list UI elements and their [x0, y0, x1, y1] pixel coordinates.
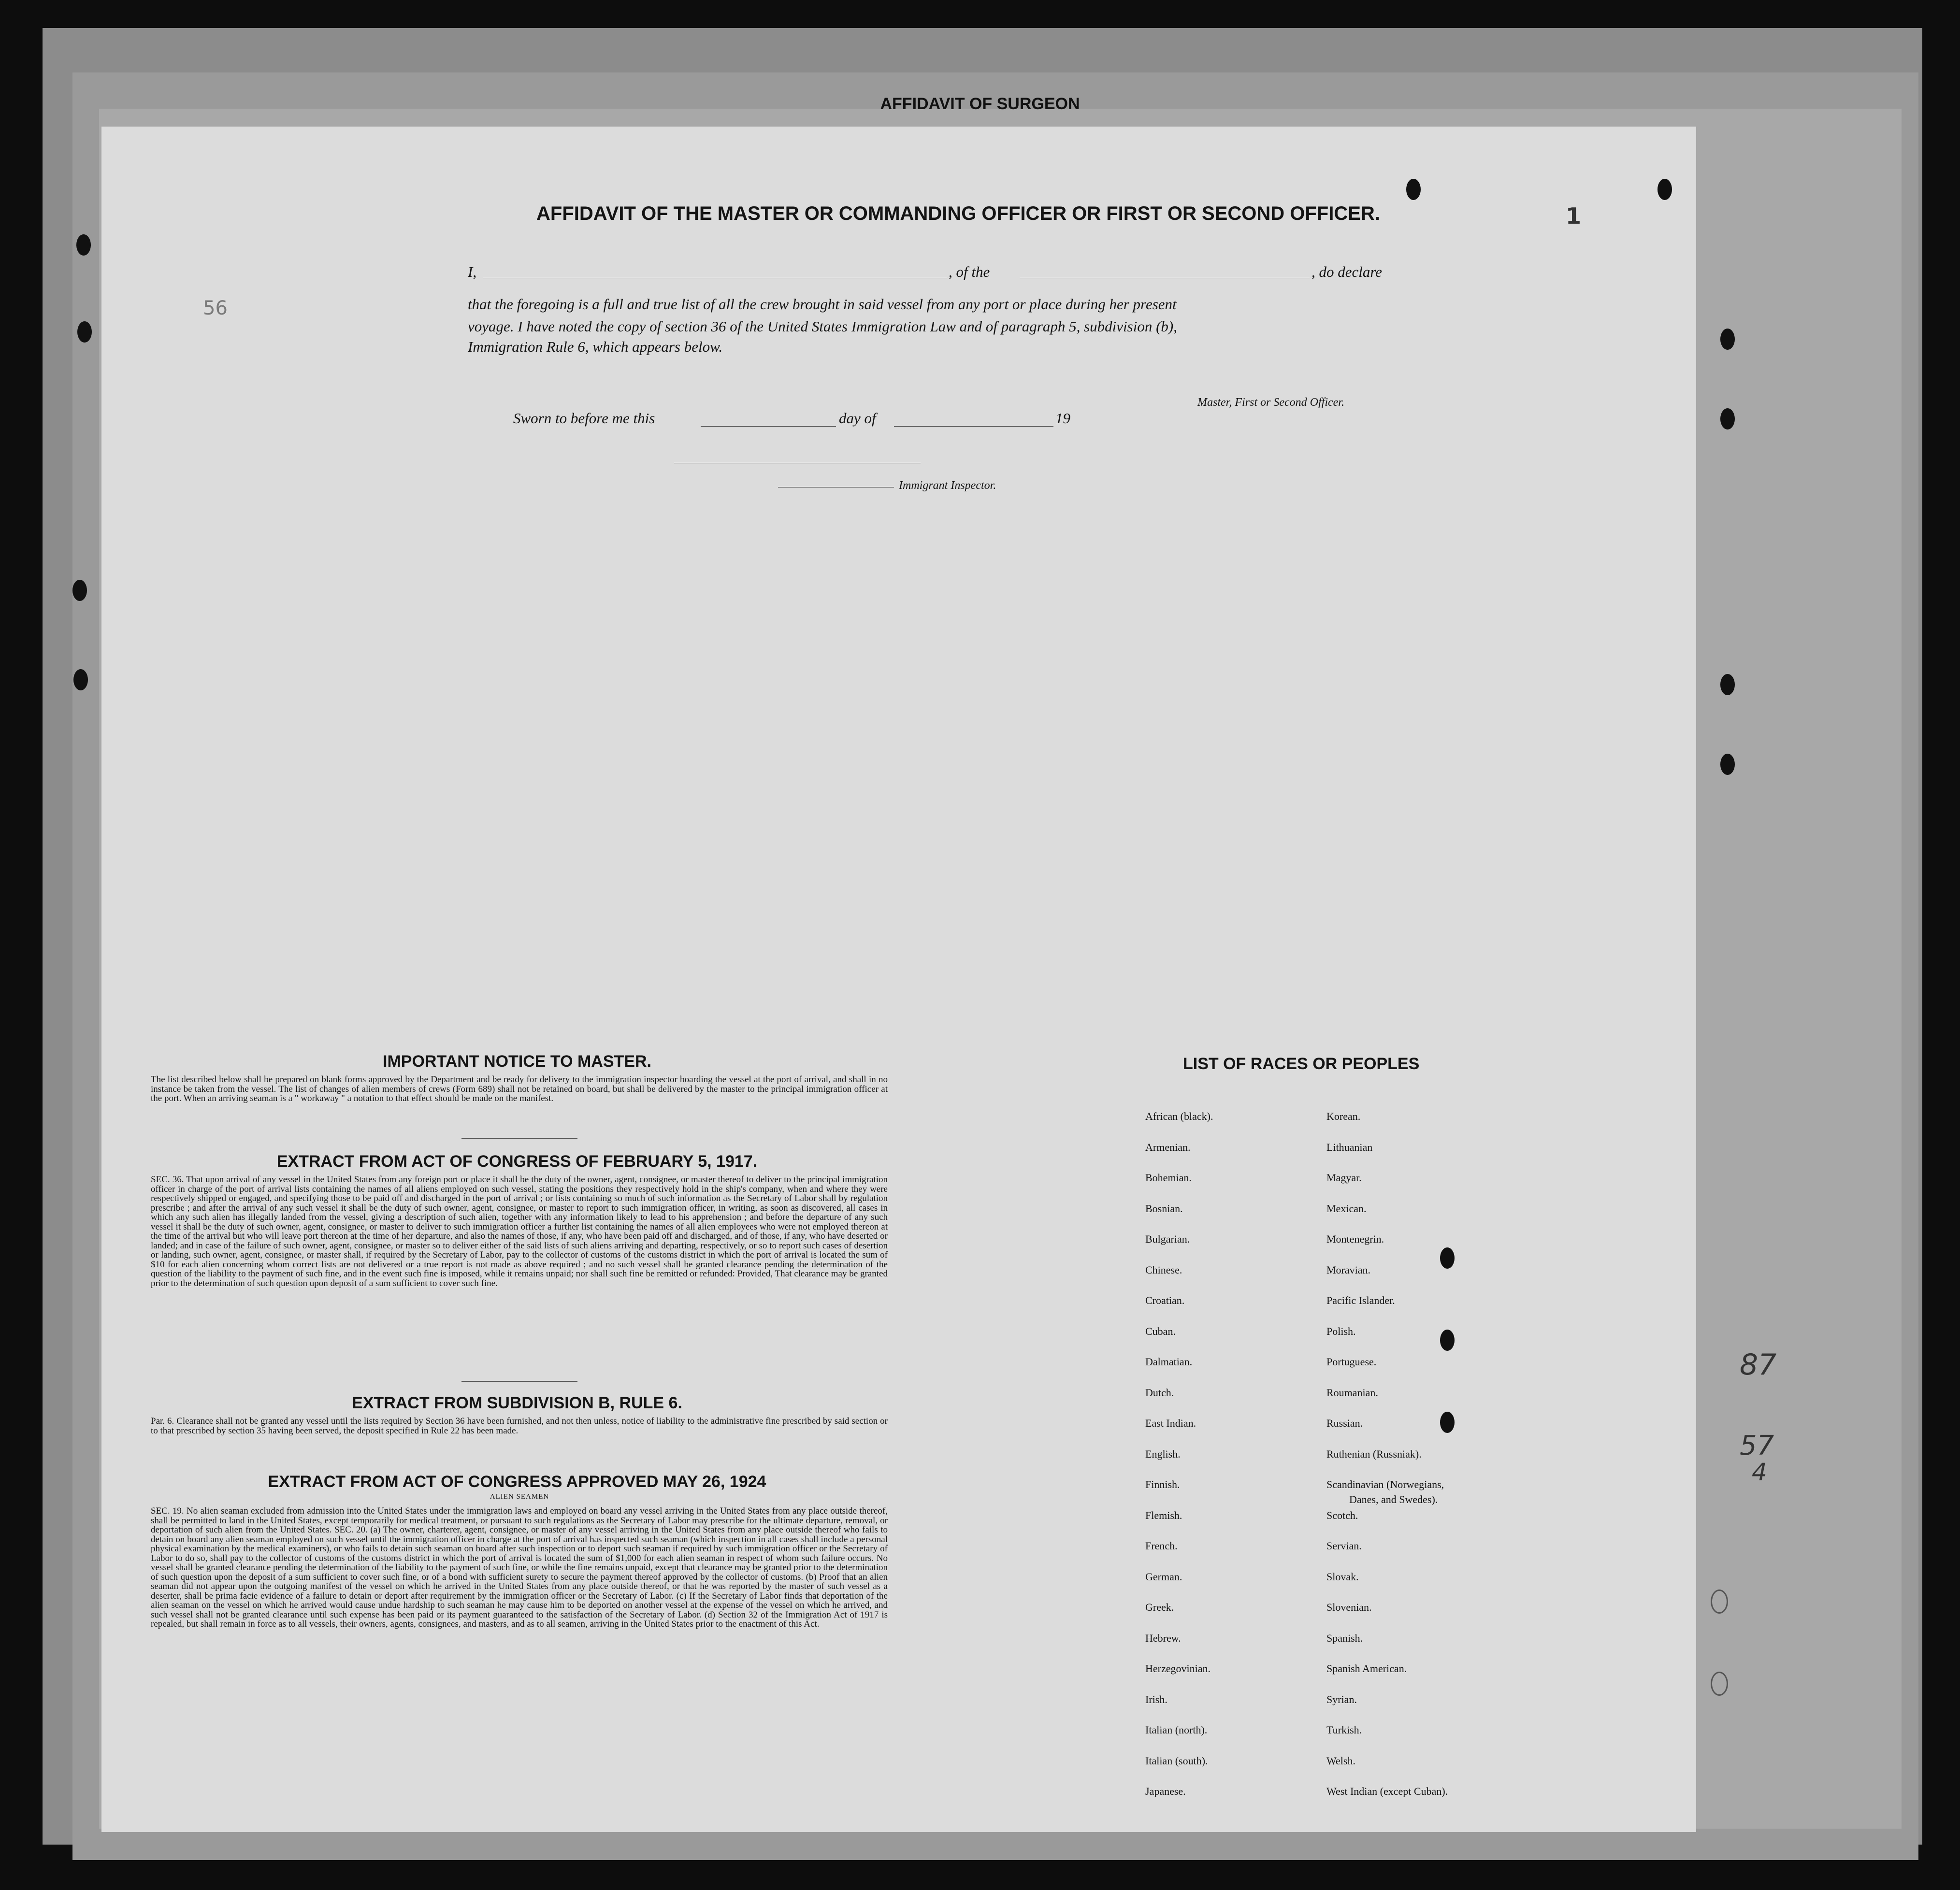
affidavit-line1-prefix: I,: [468, 263, 477, 280]
race-item: Hebrew.: [1145, 1632, 1181, 1644]
pencil-mark: 1: [1566, 203, 1582, 229]
race-item: Magyar.: [1326, 1172, 1362, 1184]
inspector-caption: Immigrant Inspector.: [899, 479, 996, 492]
race-item: Italian (south).: [1145, 1754, 1208, 1767]
punch-hole: [1720, 408, 1735, 430]
race-item: Spanish.: [1326, 1632, 1363, 1644]
race-item: French.: [1145, 1540, 1178, 1552]
race-item: Irish.: [1145, 1693, 1167, 1705]
affidavit-line1-suffix: , do declare: [1311, 263, 1383, 280]
affidavit-title: AFFIDAVIT OF THE MASTER OR COMMANDING OFFICER OR FIRST OR SECOND OFFICER.: [536, 203, 1380, 224]
race-scandinavian-continued: Danes, and Swedes).: [1349, 1493, 1438, 1505]
punch-hole: [76, 234, 91, 256]
race-item: Greek.: [1145, 1601, 1174, 1613]
faint-number: 56: [203, 297, 228, 319]
race-item: West Indian (except Cuban).: [1326, 1785, 1448, 1797]
race-item: German.: [1145, 1570, 1182, 1583]
race-item: Bohemian.: [1145, 1172, 1192, 1184]
extract-rule6-title: EXTRACT FROM SUBDIVISION B, RULE 6.: [352, 1394, 682, 1412]
punch-hole: [1440, 1412, 1455, 1433]
race-item: Montenegrin.: [1326, 1233, 1384, 1245]
punch-hole: [1657, 179, 1672, 200]
extract-rule6-body: Par. 6. Clearance shall not be granted any vessel until the lists required by Section 36 have been furnished, and not then unless, notice of liability to the administrative fine prescribed by said section or to that prescribed by section 35 having been served, the deposit specified in Rule 22 has been made.: [151, 1416, 888, 1436]
race-item: Bulgarian.: [1145, 1233, 1190, 1245]
race-item: Portuguese.: [1326, 1356, 1377, 1368]
race-item: Servian.: [1326, 1540, 1362, 1552]
race-item: Welsh.: [1326, 1754, 1355, 1767]
punch-hole: [77, 321, 92, 343]
race-item: Slovak.: [1326, 1570, 1359, 1583]
race-item: Chinese.: [1145, 1263, 1182, 1276]
race-item: Finnish.: [1145, 1478, 1180, 1490]
race-item: Pacific Islander.: [1326, 1294, 1395, 1306]
race-item: Korean.: [1326, 1110, 1361, 1122]
extract-1924-body: SEC. 19. No alien seaman excluded from admission into the United States under the immigration laws and employed on board any vessel arriving in the United States from any place outside thereof, shall be permitted to land in the United States, except temporarily for medical treatment, or pursuant to such regulations as the Secretary of Labor may prescribe for the ultimate departure, removal, or deportation of such alien from the United States. SEC. 20. (a) The owner, charterer, agent, consignee, or master of any vessel arriving in the United States from any place outside thereof who fails to detain on board any alien seaman employed on such vessel until the immigration officer in charge at the port of arrival has inspected such seaman (which inspection in all cases shall include a personal physical examination by the medical examiners), or who fails to detain such seaman on board after such inspection or to deport such seaman if required by such immigration officer or the Secretary of Labor to do so, shall pay to the collector of customs of the customs district in which the port of arrival is located the sum of $1,000 for each alien seaman in respect of whom such failure occurs. No vessel shall be granted clearance pending the determination of the liability to the payment of such fine, or while the fine remains unpaid, except that clearance may be granted prior to the determination of such question upon the deposit of a sum sufficient to cover such fine, or of a bond with sufficient surety to secure the payment thereof approved by the collector of customs. (b) Proof that an alien seaman did not appear upon the outgoing manifest of the vessel on which he arrived in the United States from any place outside thereof, or that he was reported by the master of such vessel as a deserter, shall be prima facie evidence of a failure to detain or deport after requirement by the immigration officer or the Secretary of Labor. (c) If the Secretary of Labor finds that deportation of the alien seaman on the vessel on which he arrived would cause undue hardship to such seaman he may cause him to be deported on another vessel at the expense of the vessel on which he arrived, and such vessel shall not be granted clearance until such expense has been paid or its payment guaranteed to the satisfaction of the Secretary of Labor. (d) Section 32 of the Immigration Act of 1917 is repealed, but shall remain in force as to all vessels, their owners, agents, consignees, and masters, and as to all seamen, arriving in the United States prior to the enactment of this Act.: [151, 1506, 888, 1629]
punch-hole: [72, 580, 87, 601]
race-item: Moravian.: [1326, 1263, 1371, 1276]
race-item: Italian (north).: [1145, 1724, 1208, 1736]
race-item: Scandinavian (Norwegians,: [1326, 1478, 1444, 1490]
notice-body: The list described below shall be prepared on blank forms approved by the Department and be ready for delivery to the immigration inspector boarding the vessel at the port of arrival, and shall in no instance be taken from the vessel. The list of changes of alien members of crews (Form 689) shall not be retained on board, but shall be delivered by the master to the principal immigration officer at the port. When an arriving seaman is a " workaway " a notation to that effect should be made on the manifest.: [151, 1074, 888, 1103]
race-item: Flemish.: [1145, 1509, 1182, 1521]
race-item: Syrian.: [1326, 1693, 1357, 1705]
sworn-year: 19: [1055, 410, 1070, 427]
back-page-label: AFFIDAVIT OF SURGEON: [880, 95, 1080, 113]
extract-1924-title: EXTRACT FROM ACT OF CONGRESS APPROVED MAY 26, 1924: [268, 1473, 766, 1491]
pencil-mark: 57: [1740, 1430, 1774, 1461]
signature-caption: Master, First or Second Officer.: [1197, 396, 1344, 409]
sworn-month-blank: [894, 426, 1053, 427]
pencil-mark: 4: [1752, 1458, 1767, 1486]
race-item: Ruthenian (Russniak).: [1326, 1447, 1422, 1460]
race-item: Roumanian.: [1326, 1386, 1378, 1399]
punch-hole: [1406, 179, 1421, 200]
notice-title: IMPORTANT NOTICE TO MASTER.: [383, 1052, 651, 1071]
section-divider: [461, 1381, 577, 1382]
race-item: East Indian.: [1145, 1417, 1196, 1429]
race-item: Polish.: [1326, 1325, 1356, 1337]
punch-hole: [73, 669, 88, 690]
punch-hole: [1440, 1330, 1455, 1351]
race-item: Lithuanian: [1326, 1141, 1373, 1153]
race-item: Slovenian.: [1326, 1601, 1372, 1613]
race-item: Herzegovinian.: [1145, 1662, 1211, 1675]
race-item: Scotch.: [1326, 1509, 1358, 1521]
races-title: LIST OF RACES OR PEOPLES: [1183, 1055, 1420, 1073]
punch-hole: [1720, 329, 1735, 350]
pencil-mark: 87: [1740, 1348, 1777, 1382]
race-item: Mexican.: [1326, 1202, 1367, 1215]
punch-hole: [1711, 1589, 1728, 1614]
punch-hole: [1720, 754, 1735, 775]
race-item: Bosnian.: [1145, 1202, 1183, 1215]
race-item: Croatian.: [1145, 1294, 1185, 1306]
race-item: Japanese.: [1145, 1785, 1186, 1797]
race-item: Russian.: [1326, 1417, 1363, 1429]
section-divider: [461, 1138, 577, 1139]
affidavit-line3: voyage. I have noted the copy of section 36 of the United States Immigration Law and of paragraph 5, subdivision (b),: [468, 318, 1177, 335]
sworn-day-blank: [701, 426, 836, 427]
extract-1917-body: SEC. 36. That upon arrival of any vessel in the United States from any foreign port or place it shall be the duty of the owner, agent, consignee, or master thereof to deliver to the principal immigration officer in charge of the port of arrival lists containing the names of all aliens employed on such vessel, stating the positions they respectively hold in the ship's company, when and where they were respectively shipped or engaged, and specifying those to be paid off and discharged in the port of arrival ; or lists containing so much of such information as the Secretary of Labor shall by regulation prescribe ; and after the arrival of any such vessel it shall be the duty of such owner, agent, consignee, or master to report to such immigration officer, in writing, as soon as discovered, all cases in which any such alien has illegally landed from the vessel, giving a description of such alien, together with any information likely to lead to his apprehension ; and before the departure of any such vessel it shall be the duty of such owner, agent, consignee, or master to deliver to such immigration officer a further list containing the names of all alien employees who were not employed thereon at the time of the arrival but who will leave port thereon at the time of her departure, and also the names of those, if any, who have been paid off and discharged, and of those, if any, who have deserted or landed; and in case of the failure of such owner, agent, consignee, or master so to deliver either of the said lists of such aliens arriving and departing, respectively, or so to report such cases of desertion or landing, such owner, agent, consignee, or master shall, if required by the Secretary of Labor, pay to the collector of customs of the customs district in which the port of arrival is located the sum of $10 for each alien concerning whom correct lists are not delivered or a true report is not made as above required ; and no such vessel shall be granted clearance pending the determination of the question of the liability to the payment of such fine, and in the event such fine is imposed, while it remains unpaid; nor shall such fine be remitted or refunded: Provided, That clearance may be granted prior to the determination of such question upon deposit of a sum sufficient to cover such fine.: [151, 1174, 888, 1289]
race-item: Cuban.: [1145, 1325, 1176, 1337]
race-item: Armenian.: [1145, 1141, 1191, 1153]
punch-hole: [1440, 1247, 1455, 1269]
race-item: Dalmatian.: [1145, 1356, 1193, 1368]
punch-hole: [1720, 674, 1735, 695]
race-item: Turkish.: [1326, 1724, 1362, 1736]
sworn-day-label: day of: [839, 410, 876, 427]
affidavit-line4: Immigration Rule 6, which appears below.: [468, 338, 723, 355]
race-item: Spanish American.: [1326, 1662, 1407, 1675]
punch-hole: [1711, 1672, 1728, 1696]
extract-1917-title: EXTRACT FROM ACT OF CONGRESS OF FEBRUARY 5, 1917.: [276, 1152, 758, 1171]
race-item: Dutch.: [1145, 1386, 1174, 1399]
extract-1924-subtitle: ALIEN SEAMEN: [490, 1493, 549, 1501]
sworn-prefix: Sworn to before me this: [513, 410, 655, 427]
race-item: African (black).: [1145, 1110, 1213, 1122]
race-item: English.: [1145, 1447, 1181, 1460]
affidavit-line1-mid: , of the: [949, 263, 990, 280]
affidavit-line2: that the foregoing is a full and true list of all the crew brought in said vessel from any port or place during her present: [468, 296, 1177, 313]
